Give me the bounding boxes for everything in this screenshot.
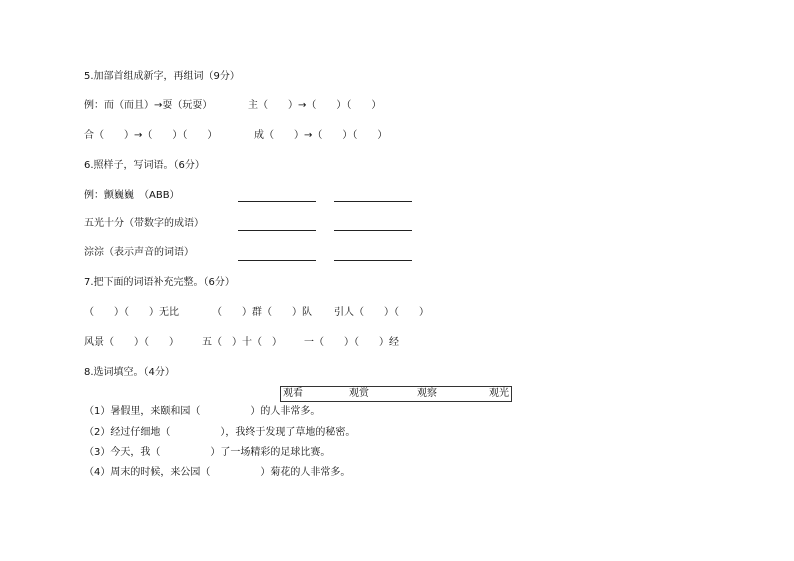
q5-example: 例：而（而且）→耍（玩耍） <box>84 100 213 111</box>
q6-row-label: 五光十分（带数字的成语） <box>84 218 204 229</box>
answer-blank[interactable] <box>238 201 316 202</box>
q8-sentence: （4）周末的时候，来公园（ ）菊花的人非常多。 <box>84 467 351 478</box>
word-bank-item: 观赏 <box>349 388 369 399</box>
q5-row2-item-2: 成（ ）→（ ）（ ） <box>254 130 388 141</box>
q5-row1-item: 主（ ）→（ ）（ ） <box>248 100 382 111</box>
word-bank-item: 观光 <box>489 388 509 399</box>
q7-item: 引人（ ）（ ） <box>334 307 429 318</box>
answer-blank[interactable] <box>334 230 412 231</box>
q8-sentence: （1）暑假里，来颐和园（ ）的人非常多。 <box>84 406 321 417</box>
q8-sentence: （3）今天，我（ ）了一场精彩的足球比赛。 <box>84 447 331 458</box>
q7-title: 7.把下面的词语补充完整。（6分） <box>84 277 235 288</box>
q7-item: 风景（ ）（ ） <box>84 337 179 348</box>
q7-item: （ ）群（ ）队 <box>212 307 312 318</box>
q5-row2-item-1: 合（ ）→（ ）（ ） <box>84 130 218 141</box>
q8-sentence: （2）经过仔细地（ ），我终于发现了草地的秘密。 <box>84 427 356 438</box>
q7-item: 一（ ）（ ）经 <box>304 337 399 348</box>
answer-blank[interactable] <box>238 230 316 231</box>
answer-blank[interactable] <box>334 260 412 261</box>
q6-title: 6.照样子，写词语。（6分） <box>84 160 205 171</box>
answer-blank[interactable] <box>334 201 412 202</box>
word-bank-box <box>280 386 512 402</box>
q8-title: 8.选词填空。（4分） <box>84 367 175 378</box>
answer-blank[interactable] <box>238 260 316 261</box>
word-bank-item: 观察 <box>417 388 437 399</box>
q5-title: 5.加部首组成新字，再组词（9分） <box>84 71 240 82</box>
word-bank-item: 观看 <box>283 388 303 399</box>
q6-row-label: 例：颤巍巍 （ABB） <box>84 190 180 201</box>
q7-item: 五（ ）十（ ） <box>202 337 282 348</box>
q7-item: （ ）（ ）无比 <box>84 307 179 318</box>
q6-row-label: 淙淙（表示声音的词语） <box>84 247 194 258</box>
